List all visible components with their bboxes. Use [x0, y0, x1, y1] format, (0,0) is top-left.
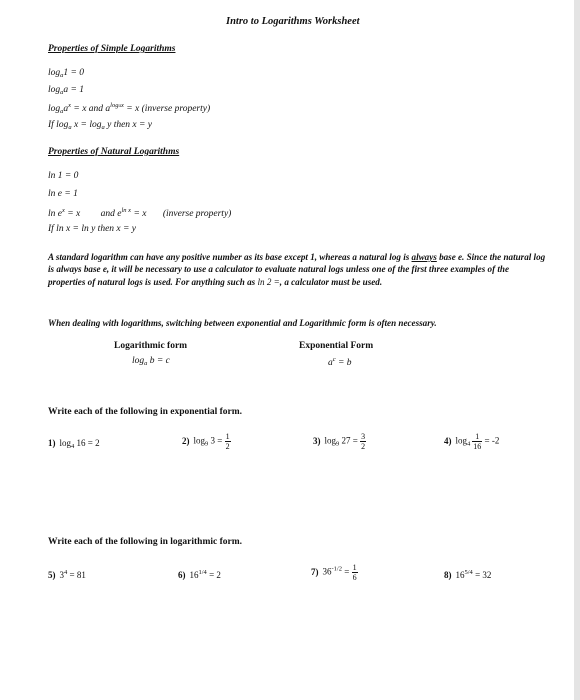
natural-logs-heading: Properties of Natural Logarithms: [48, 147, 180, 157]
paragraph-text: , a calculator must be used.: [279, 276, 383, 287]
log-text: log: [455, 435, 468, 446]
natural-prop-3: [48, 207, 231, 219]
problem-number: 1): [48, 438, 56, 448]
log-base: a: [60, 72, 64, 79]
fraction-numerator: 3: [361, 432, 366, 441]
log-base: a: [68, 124, 72, 131]
log-base: a: [60, 89, 64, 96]
logarithmic-form-instruction: Write each of the following in logarithmic form.: [48, 537, 243, 547]
prop-part: = x: [131, 209, 147, 219]
exponent: x: [61, 207, 65, 214]
fraction-denominator: 2: [361, 442, 366, 451]
fraction: [360, 432, 366, 451]
exponent-log-base: a: [118, 104, 121, 109]
fraction: [472, 432, 482, 451]
prop-part: = x and a: [71, 104, 111, 114]
simple-logs-heading: Properties of Simple Logarithms: [48, 44, 176, 54]
natural-prop-2: ln e = 1: [48, 189, 78, 199]
exponent: c: [332, 356, 336, 363]
problem-5: [48, 569, 86, 580]
log-text: log: [324, 435, 337, 446]
fraction-denominator: 16: [473, 442, 482, 451]
log-base: a: [60, 108, 64, 115]
base-text: 3: [59, 570, 64, 580]
paragraph-text: A standard logarithm can have any positive number as its base except 1, whereas a natural log is: [48, 252, 412, 262]
exponent: 1/4: [198, 569, 207, 576]
exponent: 4: [64, 569, 68, 576]
form-rhs: b = c: [147, 356, 170, 366]
problem-rhs: = 2: [206, 570, 221, 580]
problem-rhs: = 81: [67, 570, 86, 580]
prop-part: a: [63, 104, 69, 114]
log-text: log: [48, 85, 61, 95]
problem-number: 8): [444, 570, 452, 580]
base-text: 16: [455, 570, 465, 580]
exponent-log: log: [110, 102, 119, 109]
problem-4: [444, 432, 499, 451]
fraction-numerator: 1: [352, 563, 357, 572]
log-text: log: [132, 356, 145, 366]
paragraph-emphasis: always: [411, 252, 437, 262]
fraction-numerator: 1: [225, 432, 230, 441]
log-base: 9: [336, 440, 340, 448]
log-base: 9: [205, 440, 209, 448]
prop-part: y then x = y: [104, 120, 153, 130]
log-text: log: [48, 104, 61, 114]
fraction: [352, 563, 358, 582]
problem-number: 3): [313, 435, 321, 446]
prop-rhs: a = 1: [63, 85, 85, 95]
fraction-denominator: 6: [352, 573, 357, 582]
problem-6: [178, 569, 221, 580]
base-text: a: [328, 358, 333, 368]
simple-prop-3: [48, 102, 210, 115]
paragraph-text: base e. Since the natural log is always base e, it will be necessary to use a calculator to evaluate natural logs unless one of the first three examples of the properties of natural logs is used. For anything such as: [48, 252, 546, 287]
form-switch-note: When dealing with logarithms, switching between exponential and Logarithmic form is often necessary.: [48, 318, 437, 328]
logarithmic-form-example: [132, 356, 170, 367]
exponent: x: [68, 102, 72, 109]
simple-prop-4: [48, 120, 152, 131]
exponent: ln x: [121, 207, 132, 214]
prop-part: = x: [64, 209, 81, 219]
problem-number: 4): [444, 435, 452, 446]
log-base: a: [101, 124, 105, 131]
fraction-denominator: 2: [225, 442, 230, 451]
problem-7: [311, 563, 358, 582]
paragraph-math: ln 2 =: [257, 276, 280, 287]
exponential-form-example: [328, 356, 352, 368]
problem-rhs: 27 =: [339, 435, 361, 446]
exponential-form-heading: Exponential Form: [299, 341, 374, 351]
problem-8: [444, 569, 491, 580]
natural-prop-4: If ln x = ln y then x = y: [48, 224, 137, 234]
fraction-numerator: 1: [472, 432, 482, 442]
natural-prop-1: ln 1 = 0: [48, 171, 79, 181]
prop-part: = x (inverse property): [123, 104, 211, 114]
problem-number: 2): [182, 435, 190, 446]
base-text: 36: [322, 566, 332, 577]
log-text: log: [59, 438, 72, 448]
log-base: a: [144, 360, 148, 367]
problem-rhs: 3 =: [208, 435, 225, 446]
log-text: log: [48, 68, 61, 78]
form-rhs: = b: [335, 358, 352, 368]
explanation-paragraph: [48, 251, 548, 288]
fraction: [225, 432, 231, 451]
problem-rhs: = 32: [472, 570, 492, 580]
exponent-x: x: [120, 102, 124, 109]
simple-prop-1: [48, 68, 84, 79]
prop-part: ln e: [48, 209, 62, 219]
problem-rhs: =: [341, 566, 352, 577]
page-edge: [574, 0, 580, 700]
problem-number: 7): [311, 566, 319, 577]
prop-note: (inverse property): [162, 209, 232, 219]
problem-1: [48, 438, 100, 450]
problem-3: [313, 432, 366, 451]
log-base: 4: [71, 443, 75, 450]
logarithmic-form-heading: Logarithmic form: [114, 341, 188, 351]
prop-rhs: 1 = 0: [63, 68, 85, 78]
log-text: log: [193, 435, 206, 446]
worksheet-title: Intro to Logarithms Worksheet: [226, 16, 360, 27]
base-text: 16: [189, 570, 199, 580]
log-base: 4: [467, 440, 471, 448]
prop-part: and e: [100, 209, 122, 219]
problem-2: [182, 432, 231, 451]
problem-rhs: = -2: [482, 435, 500, 446]
exponential-form-instruction: Write each of the following in exponential form.: [48, 407, 243, 417]
problem-rhs: 16 = 2: [74, 438, 100, 448]
simple-prop-2: [48, 85, 84, 96]
prop-part: x = log: [71, 120, 102, 130]
exponent: 5/4: [464, 569, 473, 576]
exponent: -1/2: [331, 565, 342, 573]
prop-part: If log: [48, 120, 69, 130]
exponent-group: [110, 102, 124, 109]
problem-number: 6): [178, 570, 186, 580]
problem-number: 5): [48, 570, 56, 580]
